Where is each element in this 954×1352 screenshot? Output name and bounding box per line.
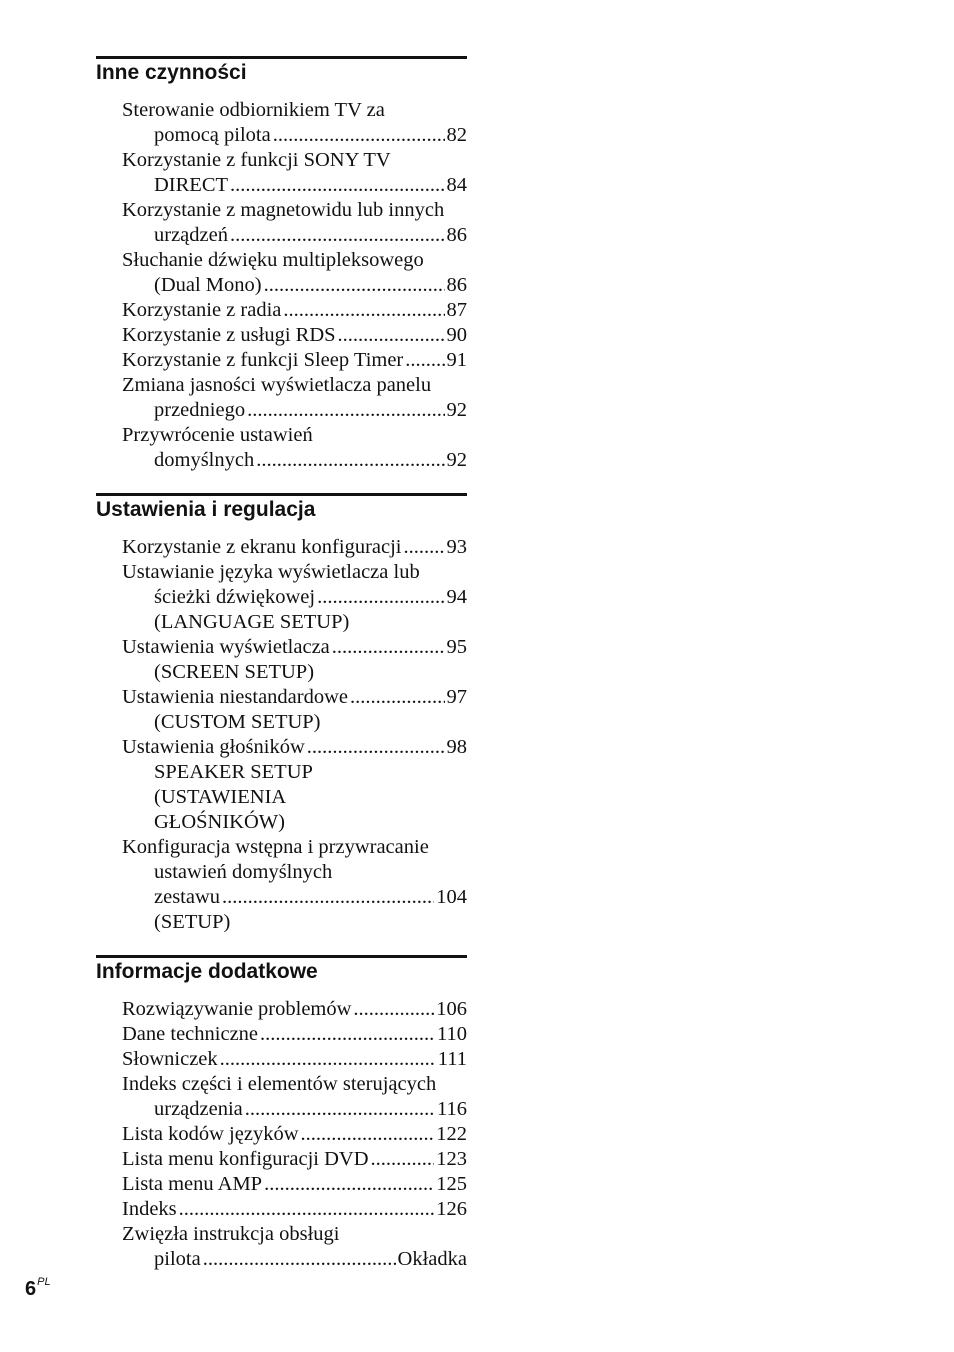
toc-entry-line (122, 1022, 467, 1047)
dot-leader (245, 1097, 435, 1122)
toc-entry-text: urządzenia (154, 1098, 243, 1120)
toc-page-number: 86 (446, 224, 467, 246)
toc-entry-text: Zmiana jasności wyświetlacza panelu (122, 374, 432, 396)
toc-entry[interactable] (122, 98, 467, 148)
toc-entry-text: Zwięzła instrukcja obsługi (122, 1223, 340, 1245)
toc-entry-list (96, 990, 467, 1272)
dot-leader (264, 1172, 434, 1197)
toc-entry[interactable] (122, 685, 467, 735)
toc-entry-line (122, 1047, 467, 1072)
toc-entry[interactable] (122, 835, 467, 935)
toc-entry-line (122, 1172, 467, 1197)
toc-entry-text: Korzystanie z funkcji Sleep Timer (122, 349, 404, 371)
toc-section (96, 56, 467, 473)
toc-page-number: 104 (436, 886, 467, 908)
toc-entry-line (122, 885, 467, 910)
dot-leader (179, 1197, 435, 1222)
toc-page-number: 93 (446, 536, 467, 558)
dot-leader (230, 173, 444, 198)
toc-entry-text: Dane techniczne (122, 1023, 259, 1045)
toc-entry[interactable] (122, 1197, 467, 1222)
toc-entry-line (122, 348, 467, 373)
toc-entry-line (122, 735, 467, 760)
toc-entry-line (122, 198, 467, 223)
toc-section (96, 955, 467, 1272)
toc-entry[interactable] (122, 1047, 467, 1072)
toc-entry[interactable] (122, 735, 467, 835)
toc-entry[interactable] (122, 323, 467, 348)
toc-entry-line (122, 997, 467, 1022)
toc-entry-line (122, 1147, 467, 1172)
toc-entry[interactable] (122, 1022, 467, 1047)
toc-entry-text: (Dual Mono) (154, 274, 262, 296)
dot-leader (273, 123, 445, 148)
toc-entry-line (122, 1072, 467, 1097)
toc-entry-list (96, 91, 467, 473)
section-heading: Ustawienia i regulacja (96, 493, 467, 528)
toc-entry[interactable] (122, 560, 467, 635)
toc-entry-line (122, 298, 467, 323)
toc-entry-line (122, 760, 467, 785)
dot-leader (222, 885, 434, 910)
toc-page-number: 91 (446, 349, 467, 371)
toc-entry-line (122, 1122, 467, 1147)
toc-entry-line (122, 860, 467, 885)
toc-entry-text: Słuchanie dźwięku multipleksowego (122, 249, 424, 271)
dot-leader (230, 223, 445, 248)
page-number (25, 1278, 51, 1301)
toc-entry[interactable] (122, 373, 467, 423)
toc-entry-line (122, 248, 467, 273)
dot-leader (264, 273, 445, 298)
toc-entry-text: Lista menu AMP (122, 1173, 263, 1195)
toc-entry-line (122, 1247, 467, 1272)
toc-page-number: 97 (446, 686, 467, 708)
page-number-suffix: PL (37, 1276, 51, 1288)
toc-page-number: 122 (436, 1123, 467, 1145)
dot-leader (403, 535, 444, 560)
toc-entry-text: ścieżki dźwiękowej (154, 586, 316, 608)
toc-entry-text: (CUSTOM SETUP) (154, 711, 321, 733)
toc-entry-line (122, 560, 467, 585)
toc-entry-line (122, 273, 467, 298)
toc-section (96, 493, 467, 935)
dot-leader (256, 448, 444, 473)
toc-page-number: 87 (446, 299, 467, 321)
dot-leader (203, 1247, 396, 1272)
toc-entry-text: pilota (154, 1248, 201, 1270)
toc-entry-line (122, 1097, 467, 1122)
dot-leader (332, 635, 445, 660)
toc-entry[interactable] (122, 997, 467, 1022)
dot-leader (405, 348, 444, 373)
toc-entry-text: urządzeń (154, 224, 228, 246)
toc-entry-text: Indeks (122, 1198, 177, 1220)
toc-page-number: 116 (437, 1098, 467, 1120)
toc-entry-list (96, 528, 467, 935)
toc-entry[interactable] (122, 1072, 467, 1122)
toc-entry-text: (LANGUAGE SETUP) (154, 611, 350, 633)
dot-leader (350, 685, 445, 710)
toc-entry-text: Ustawienia wyświetlacza (122, 636, 330, 658)
toc-entry[interactable] (122, 423, 467, 473)
toc-entry-line (122, 123, 467, 148)
toc-page-number: 82 (446, 124, 467, 146)
table-of-contents (96, 56, 467, 1272)
toc-entry-line (122, 635, 467, 660)
toc-page-number: 106 (436, 998, 467, 1020)
toc-entry[interactable] (122, 198, 467, 248)
dot-leader (283, 298, 444, 323)
toc-entry-text: Lista menu konfiguracji DVD (122, 1148, 369, 1170)
dot-leader (220, 1047, 436, 1072)
dot-leader (371, 1147, 435, 1172)
dot-leader (338, 323, 445, 348)
toc-entry-text: DIRECT (154, 174, 229, 196)
toc-entry[interactable] (122, 298, 467, 323)
dot-leader (247, 398, 444, 423)
toc-entry-line (122, 1197, 467, 1222)
toc-entry-line (122, 785, 467, 810)
toc-entry-line (122, 835, 467, 860)
toc-page-number: Okładka (397, 1248, 467, 1270)
toc-page-number: 125 (436, 1173, 467, 1195)
toc-entry-line (122, 323, 467, 348)
toc-entry-text: domyślnych (154, 449, 255, 471)
toc-entry[interactable] (122, 1122, 467, 1147)
toc-entry[interactable] (122, 1172, 467, 1197)
toc-entry-line (122, 98, 467, 123)
section-spacer (96, 935, 467, 955)
toc-entry[interactable] (122, 535, 467, 560)
toc-entry[interactable] (122, 1147, 467, 1172)
toc-entry-text: (USTAWIENIA (154, 786, 287, 808)
dot-leader (307, 735, 445, 760)
toc-page-number: 123 (436, 1148, 467, 1170)
toc-entry-text: Indeks części i elementów sterujących (122, 1073, 437, 1095)
toc-entry-text: Korzystanie z magnetowidu lub innych (122, 199, 445, 221)
toc-entry[interactable] (122, 1222, 467, 1272)
toc-entry-text: Korzystanie z radia (122, 299, 282, 321)
toc-entry-text: pomocą pilota (154, 124, 271, 146)
dot-leader (317, 585, 444, 610)
toc-page-number: 95 (446, 636, 467, 658)
toc-entry-text: Korzystanie z usługi RDS (122, 324, 336, 346)
dot-leader (260, 1022, 435, 1047)
toc-entry-line (122, 173, 467, 198)
toc-entry-text: Konfiguracja wstępna i przywracanie (122, 836, 429, 858)
toc-entry-text: SPEAKER SETUP (154, 761, 313, 783)
section-spacer (96, 473, 467, 493)
toc-entry-line (122, 1222, 467, 1247)
toc-entry-text: Słowniczek (122, 1048, 218, 1070)
toc-entry-line (122, 660, 467, 685)
dot-leader (353, 997, 434, 1022)
toc-entry-line (122, 910, 467, 935)
page-number-value: 6 (25, 1278, 37, 1300)
toc-entry-text: zestawu (154, 886, 221, 908)
toc-entry[interactable] (122, 148, 467, 198)
toc-page-number: 110 (437, 1023, 467, 1045)
toc-entry-text: ustawień domyślnych (154, 861, 333, 883)
section-heading: Informacje dodatkowe (96, 955, 467, 990)
toc-entry-text: Sterowanie odbiornikiem TV za (122, 99, 385, 121)
toc-entry-text: Korzystanie z funkcji SONY TV (122, 149, 391, 171)
toc-entry-line (122, 710, 467, 735)
toc-page-number: 92 (446, 399, 467, 421)
toc-entry-text: Przywrócenie ustawień (122, 424, 313, 446)
toc-entry-line (122, 585, 467, 610)
toc-entry-line (122, 535, 467, 560)
toc-entry-text: Ustawienia głośników (122, 736, 305, 758)
toc-page-number: 92 (446, 449, 467, 471)
toc-entry-line (122, 685, 467, 710)
toc-entry[interactable] (122, 248, 467, 298)
toc-entry-line (122, 448, 467, 473)
toc-page-number: 90 (446, 324, 467, 346)
toc-entry-line (122, 373, 467, 398)
toc-page-number: 86 (446, 274, 467, 296)
toc-entry-text: Lista kodów języków (122, 1123, 299, 1145)
toc-page-number: 84 (446, 174, 467, 196)
toc-entry-line (122, 223, 467, 248)
toc-entry-line (122, 610, 467, 635)
toc-entry-text: Rozwiązywanie problemów (122, 998, 352, 1020)
dot-leader (301, 1122, 435, 1147)
toc-entry-text: Ustawianie języka wyświetlacza lub (122, 561, 420, 583)
toc-entry-text: (SETUP) (154, 911, 231, 933)
toc-entry-text: GŁOŚNIKÓW) (154, 811, 285, 833)
toc-page-number: 94 (446, 586, 467, 608)
toc-entry-line (122, 423, 467, 448)
toc-page-number: 98 (446, 736, 467, 758)
section-heading: Inne czynności (96, 56, 467, 91)
toc-entry-text: przedniego (154, 399, 246, 421)
toc-entry-text: (SCREEN SETUP) (154, 661, 315, 683)
toc-entry[interactable] (122, 635, 467, 685)
toc-entry[interactable] (122, 348, 467, 373)
toc-page-number: 111 (437, 1048, 467, 1070)
toc-entry-text: Korzystanie z ekranu konfiguracji (122, 536, 402, 558)
toc-page-number: 126 (436, 1198, 467, 1220)
toc-entry-line (122, 398, 467, 423)
toc-entry-line (122, 810, 467, 835)
toc-entry-text: Ustawienia niestandardowe (122, 686, 348, 708)
toc-entry-line (122, 148, 467, 173)
